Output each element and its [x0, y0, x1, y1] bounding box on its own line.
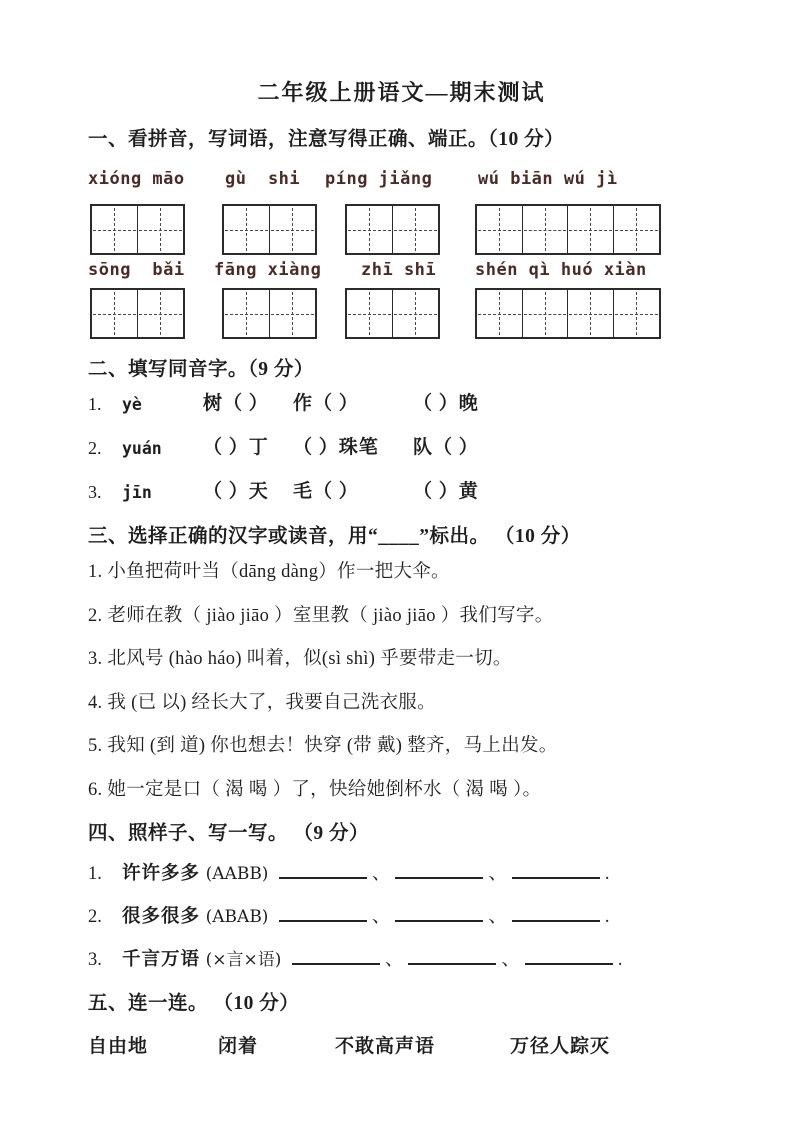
- writing-grid-cell: [92, 206, 138, 253]
- blank-separator: .: [617, 950, 623, 970]
- homophone-lead: [88, 479, 203, 506]
- writing-grid-cell: [92, 290, 138, 337]
- writing-grid-row: [88, 204, 743, 255]
- pattern-writing-section: [88, 861, 743, 973]
- choice-item: 5. 我知 (到 道) 你也想去！快穿 (带 戴) 整齐，马上出发。: [88, 736, 558, 756]
- writing-grid-row: [88, 288, 743, 339]
- item-number: 1.: [88, 864, 102, 884]
- homophone-lead: [88, 435, 203, 462]
- writing-grid-group: [90, 204, 185, 255]
- section1-header: 一、看拼音，写词语，注意写得正确、端正。（10 分）: [88, 129, 565, 150]
- pinyin-grid-section: [88, 169, 743, 339]
- item-pinyin: jīn: [122, 483, 152, 502]
- item-number: 1.: [88, 394, 102, 414]
- writing-grid-group: [345, 288, 440, 339]
- writing-grid-cell: [477, 206, 523, 253]
- section3-header: 三、选择正确的汉字或读音，用“____”标出。 （10 分）: [88, 526, 581, 547]
- blank-separator: 、: [501, 950, 520, 970]
- writing-grid-group: [90, 288, 185, 339]
- answer-blank: [408, 947, 496, 965]
- item-number: 3.: [88, 950, 102, 970]
- homophone-blank-word: 毛（ ）: [293, 481, 359, 502]
- answer-blank: [512, 861, 600, 879]
- item-number: 3.: [88, 482, 102, 502]
- choice-item: 1. 小鱼把荷叶当（dāng dàng）作一把大伞。: [88, 562, 450, 582]
- blank-separator: .: [604, 907, 610, 927]
- writing-grid-cell: [270, 206, 316, 253]
- pinyin-word: sōng bǎi: [88, 260, 185, 280]
- pinyin-word: fāng xiàng: [214, 260, 322, 280]
- pinyin-word: xióng māo: [88, 169, 185, 189]
- blank-separator: 、: [384, 950, 404, 970]
- homophone-blank-word: （ ）珠笔: [293, 437, 379, 458]
- homophone-blank-word: 树（ ）: [203, 393, 269, 414]
- homophone-section: [88, 391, 743, 506]
- pattern-example: 千言万语: [122, 950, 206, 970]
- section5-header: 五、连一连。 （10 分）: [88, 993, 300, 1014]
- choice-section: [88, 560, 743, 803]
- writing-grid-group: [475, 288, 661, 339]
- matching-word: 万径人踪灭: [510, 1036, 611, 1057]
- writing-grid-cell: [614, 290, 660, 337]
- answer-blank: [525, 947, 613, 965]
- item-pinyin: yuán: [122, 439, 162, 458]
- homophone-blank-word: 作（ ）: [293, 393, 359, 414]
- pinyin-word: gù shi: [225, 169, 301, 189]
- pattern-label: (AABB): [205, 864, 274, 884]
- answer-blank: [395, 861, 483, 879]
- writing-grid-group: [345, 204, 440, 255]
- blank-separator: .: [604, 864, 610, 884]
- homophone-lead: [88, 391, 203, 418]
- page-content: [88, 0, 743, 1057]
- homophone-blank-word: （ ）丁: [203, 437, 269, 458]
- pinyin-word: píng jiǎng: [325, 169, 433, 189]
- pinyin-word: shén qì huó xiàn: [475, 260, 647, 280]
- writing-grid-cell: [393, 206, 439, 253]
- choice-item: 4. 我 (已 以) 经长大了，我要自己洗衣服。: [88, 692, 436, 713]
- pattern-label: (×言×语): [205, 950, 287, 970]
- writing-grid-cell: [138, 206, 184, 253]
- matching-word: 闭着: [218, 1036, 259, 1057]
- pinyin-row: [88, 169, 743, 193]
- homophone-blank-word: 队（ ）: [413, 437, 479, 458]
- writing-grid-cell: [568, 290, 614, 337]
- matching-word: 自由地: [88, 1036, 149, 1057]
- pattern-example: 很多很多: [122, 907, 206, 927]
- blank-separator: 、: [371, 864, 391, 884]
- choice-item: 3. 北风号 (hào háo) 叫着，似(sì shì) 乎要带走一切。: [88, 649, 512, 669]
- writing-grid-group: [475, 204, 661, 255]
- homophone-blank-word: （ ）晚: [413, 393, 479, 414]
- matching-word: 不敢高声语: [335, 1036, 436, 1057]
- homophone-blank-word: （ ）天: [203, 481, 269, 502]
- pinyin-row: [88, 260, 743, 284]
- writing-grid-group: [222, 204, 317, 255]
- writing-grid-cell: [523, 206, 569, 253]
- blank-separator: 、: [371, 907, 391, 927]
- answer-blank: [512, 904, 600, 922]
- homophone-row: [88, 479, 743, 506]
- pattern-row: [88, 904, 743, 930]
- homophone-row: [88, 391, 743, 418]
- answer-blank: [279, 861, 367, 879]
- homophone-blank-word: （ ）黄: [413, 481, 479, 502]
- pinyin-word: zhī shī: [361, 260, 437, 280]
- answer-blank: [292, 947, 380, 965]
- writing-grid-cell: [224, 206, 270, 253]
- writing-grid-cell: [270, 290, 316, 337]
- pattern-row: [88, 947, 743, 973]
- section4-header: 四、照样子、写一写。 （9 分）: [88, 823, 370, 844]
- writing-grid-cell: [138, 290, 184, 337]
- pattern-label: (ABAB): [205, 907, 274, 927]
- blank-separator: 、: [488, 907, 507, 927]
- pattern-example: 许许多多: [122, 864, 206, 884]
- matching-words-row: [88, 1031, 743, 1057]
- item-number: 2.: [88, 438, 102, 458]
- writing-grid-cell: [568, 206, 614, 253]
- writing-grid-cell: [477, 290, 523, 337]
- writing-grid-cell: [614, 206, 660, 253]
- item-pinyin: yè: [122, 395, 142, 414]
- homophone-row: [88, 435, 743, 462]
- writing-grid-cell: [224, 290, 270, 337]
- writing-grid-cell: [523, 290, 569, 337]
- choice-item: 2. 老师在教（ jiào jiāo ）室里教（ jiào jiāo ）我们写字。: [88, 605, 554, 626]
- writing-grid-group: [222, 288, 317, 339]
- item-number: 2.: [88, 907, 102, 927]
- answer-blank: [395, 904, 483, 922]
- blank-separator: 、: [488, 864, 507, 884]
- page-title: 二年级上册语文—期末测试: [257, 80, 546, 105]
- pattern-row: [88, 861, 743, 887]
- choice-item: 6. 她一定是口（ 渴 喝 ）了，快给她倒杯水（ 渴 喝 ）。: [88, 779, 542, 800]
- writing-grid-cell: [347, 206, 393, 253]
- writing-grid-cell: [393, 290, 439, 337]
- pinyin-word: wú biān wú jì: [478, 169, 618, 189]
- answer-blank: [279, 904, 367, 922]
- section2-header: 二、填写同音字。（9 分）: [88, 359, 314, 380]
- writing-grid-cell: [347, 290, 393, 337]
